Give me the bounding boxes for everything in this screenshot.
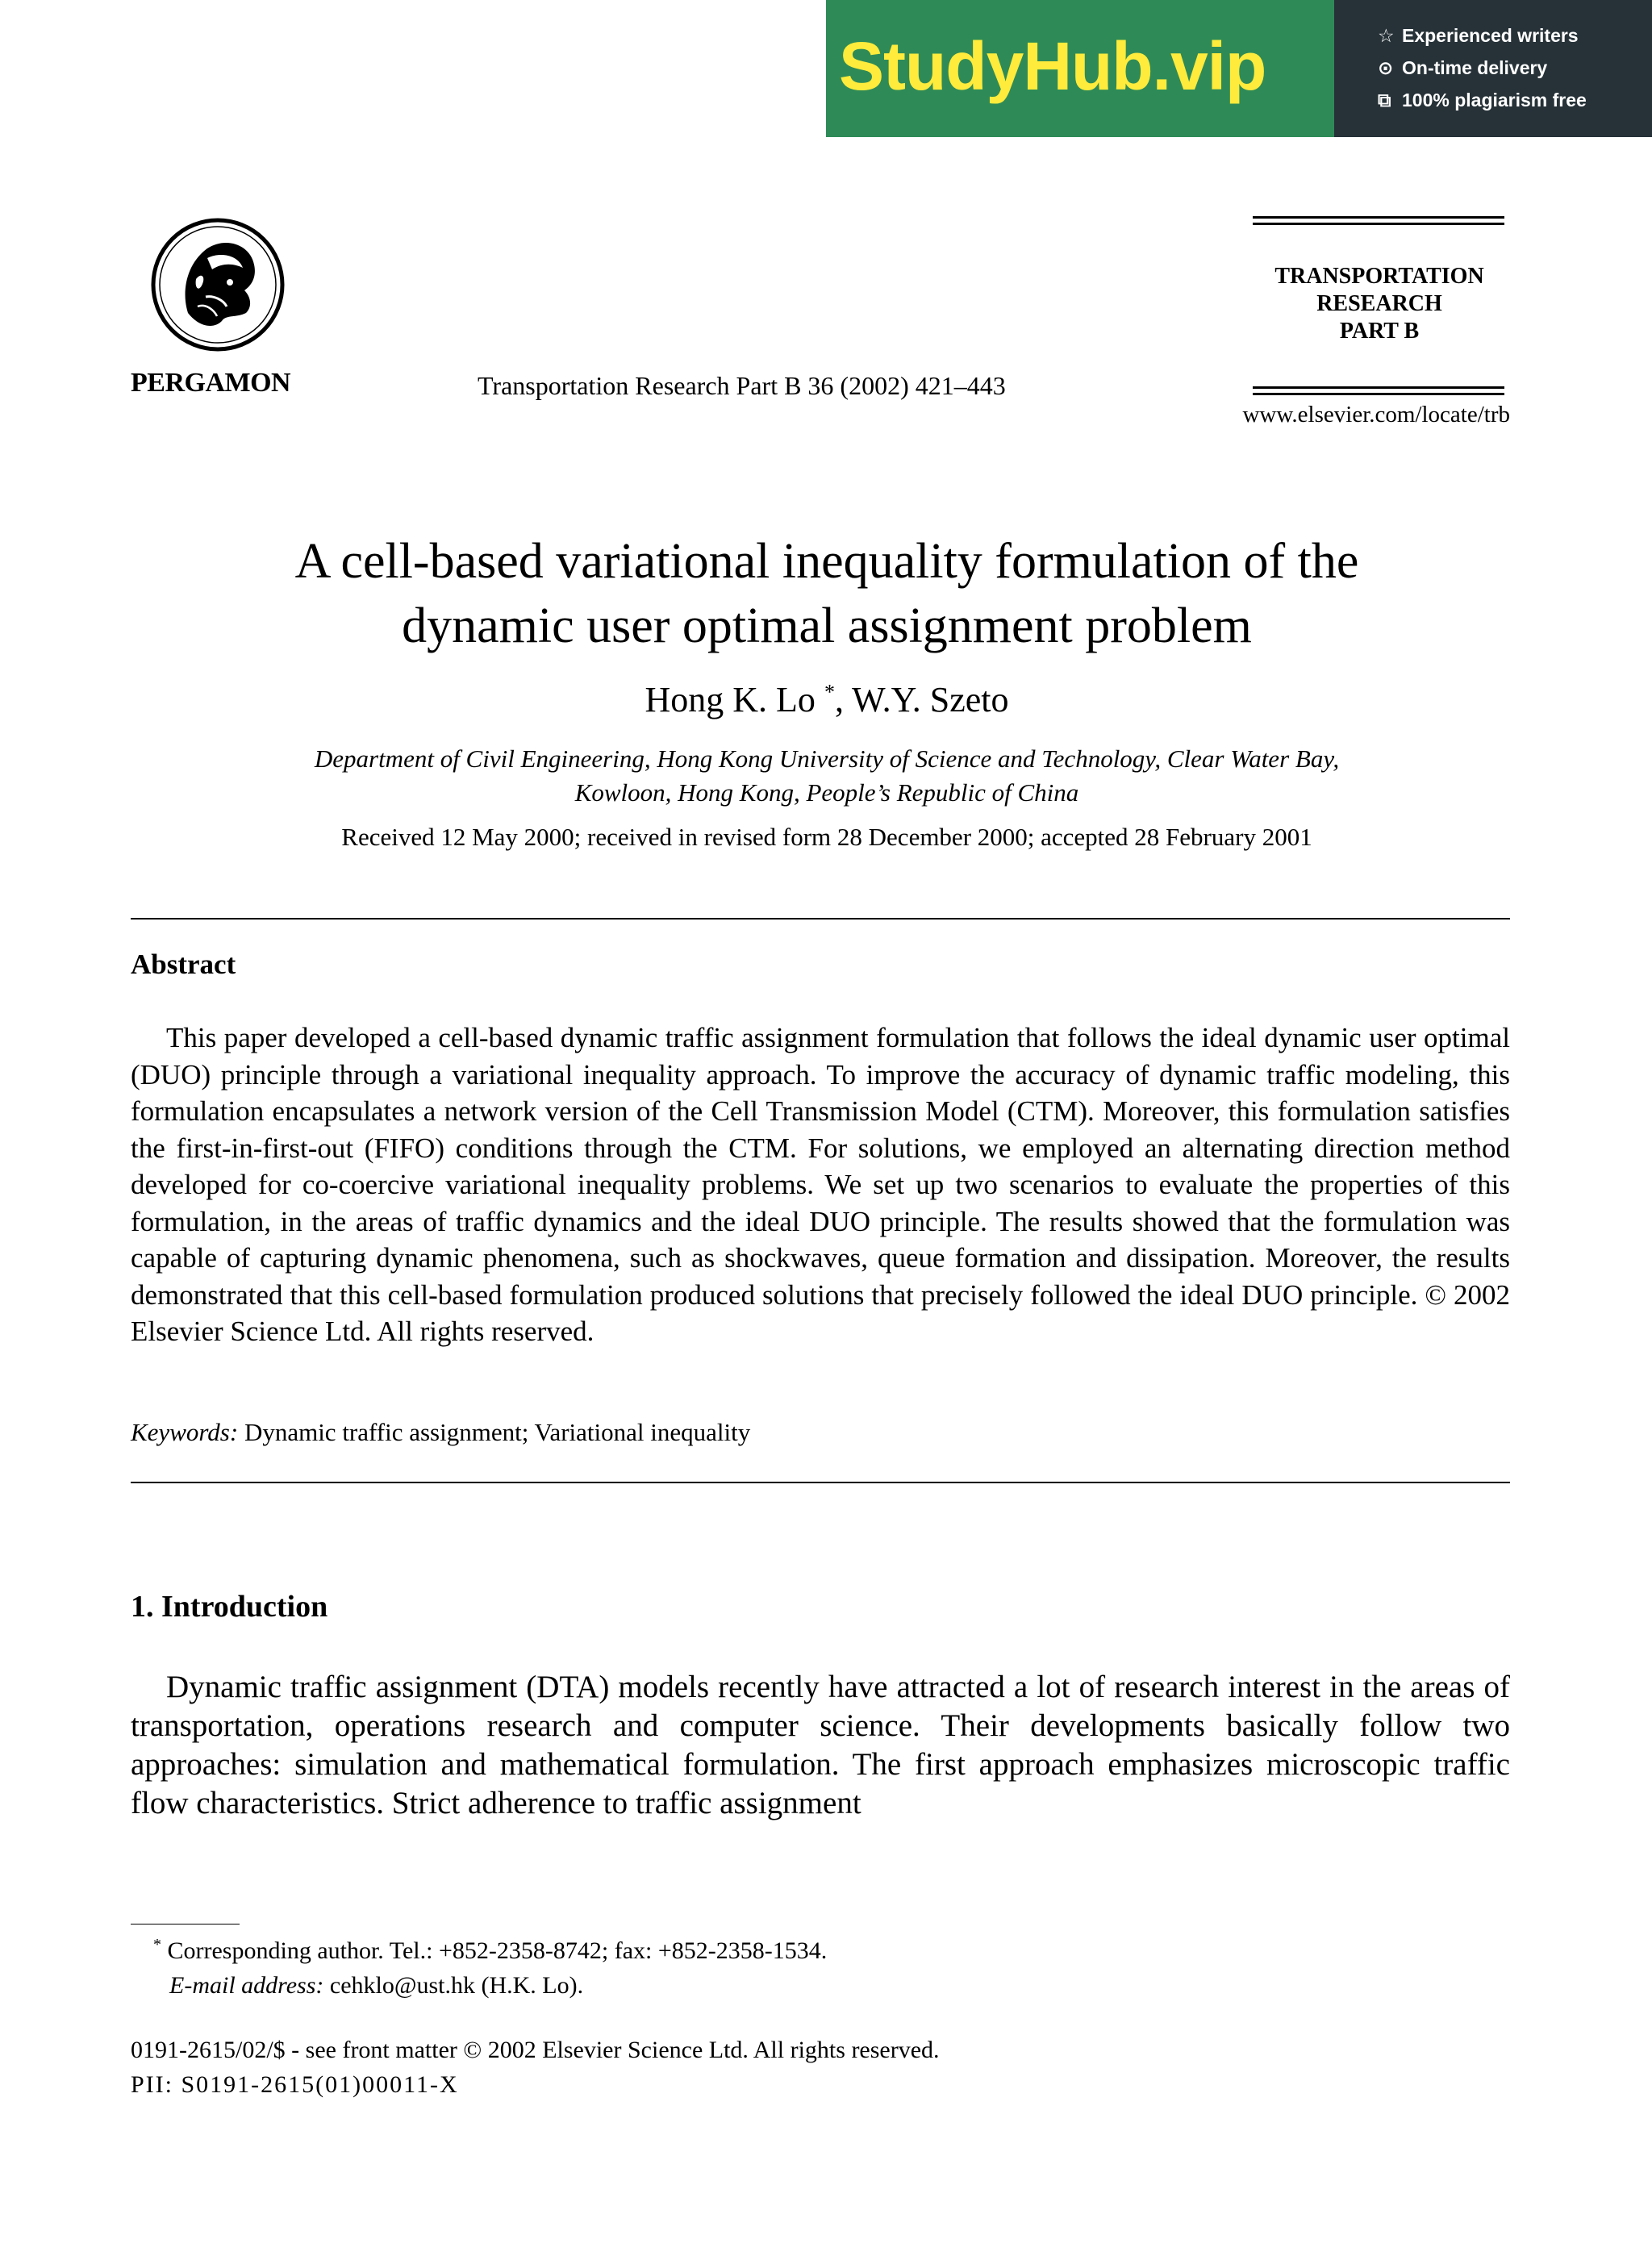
- author-name: Hong K. Lo: [645, 680, 816, 719]
- clock-icon: ⊙: [1378, 57, 1394, 78]
- pii-line: PII: S0191-2615(01)00011-X: [131, 2071, 459, 2098]
- journal-rule-top: [1253, 216, 1504, 225]
- abstract-body: This paper developed a cell-based dynamic traffic assignment formulation that follows the ideal dynamic user optimal (DUO) principle through a variational inequality approach. To improve the accuracy of dynamic traffic modeling, this formulation encapsulates a network version of the Cell Transmission Model (CTM). Moreover, this formulation satisfies the first-in-first-out (FIFO) conditions through the CTM. For solutions, we employed an alternating direction method developed for co-coercive variational inequality problems. We set up two scenarios to evaluate the properties of this formulation, in the areas of traffic dynamics and the ideal DUO principle. The results showed that the formulation was capable of capturing dynamic phenomena, such as shockwaves, queue formation and dissipation. Moreover, the results demonstrated that this cell-based formulation produced solutions that precisely followed the ideal DUO principle. © 2002 Elsevier Science Ltd. All rights reserved.: [131, 1022, 1510, 1347]
- keywords-text: Dynamic traffic assignment; Variational inequality: [238, 1418, 751, 1446]
- journal-citation: Transportation Research Part B 36 (2002) 421–443: [478, 371, 1006, 400]
- paper-title: A cell-based variational inequality formulation of the dynamic user optimal assignment problem: [294, 534, 1359, 653]
- star-icon: ☆: [1378, 25, 1395, 46]
- journal-url[interactable]: www.elsevier.com/locate/trb: [1242, 402, 1510, 427]
- email-label: E-mail address:: [169, 1972, 324, 1999]
- section-body: Dynamic traffic assignment (DTA) models recently have attracted a lot of research interest in the areas of transportation, operations research and computer science. Their developments basically follow two approaches: simulation and mathematical formulation. The first approach emphasizes microscopic traffic flow characteristics. Strict adherence to traffic assignment: [131, 1670, 1510, 1820]
- footnote-corresponding-author: * Corresponding author. Tel.: +852-2358-8742; fax: +852-2358-1534.: [153, 1936, 828, 1964]
- section-heading: 1. Introduction: [131, 1590, 328, 1624]
- ad-feature: ☆ Experienced writers: [1378, 19, 1587, 52]
- author-list: [121, 679, 1533, 720]
- author-name: , W.Y. Szeto: [834, 680, 1009, 719]
- abstract-heading: Abstract: [131, 949, 236, 980]
- footnote-email: [169, 1972, 583, 2000]
- ad-feature: ⧉ 100% plagiarism free: [1378, 84, 1587, 116]
- publisher-name: PERGAMON: [131, 368, 291, 398]
- copy-icon: ⧉: [1378, 90, 1391, 111]
- affiliation: Department of Civil Engineering, Hong Kong University of Science and Technology, Clear Water Bay, Kowloon, Hong Kong, People’s Republic of China: [314, 744, 1340, 807]
- issn-line: 0191-2615/02/$ - see front matter © 2002 Elsevier Science Ltd. All rights reserved.: [131, 2037, 940, 2063]
- pergamon-seal-logo: [149, 216, 286, 353]
- journal-name: TRANSPORTATION RESEARCH PART B: [1274, 264, 1484, 344]
- studyhub-logo[interactable]: StudyHub.vip: [839, 28, 1266, 104]
- email-value[interactable]: cehklo@ust.hk (H.K. Lo).: [323, 1972, 584, 1999]
- ad-feature-list: [1378, 19, 1587, 116]
- keywords: [131, 1418, 750, 1447]
- corresponding-author-mark[interactable]: *: [824, 680, 835, 704]
- ad-feature: ⊙ On-time delivery: [1378, 52, 1587, 84]
- received-dates: Received 12 May 2000; received in revised form 28 December 2000; accepted 28 February 2001: [341, 823, 1312, 851]
- footnote-mark: *: [153, 1936, 161, 1954]
- divider: [131, 1482, 1510, 1483]
- journal-rule-bottom: [1253, 386, 1504, 395]
- keywords-label: Keywords:: [131, 1418, 239, 1446]
- divider: [131, 918, 1510, 919]
